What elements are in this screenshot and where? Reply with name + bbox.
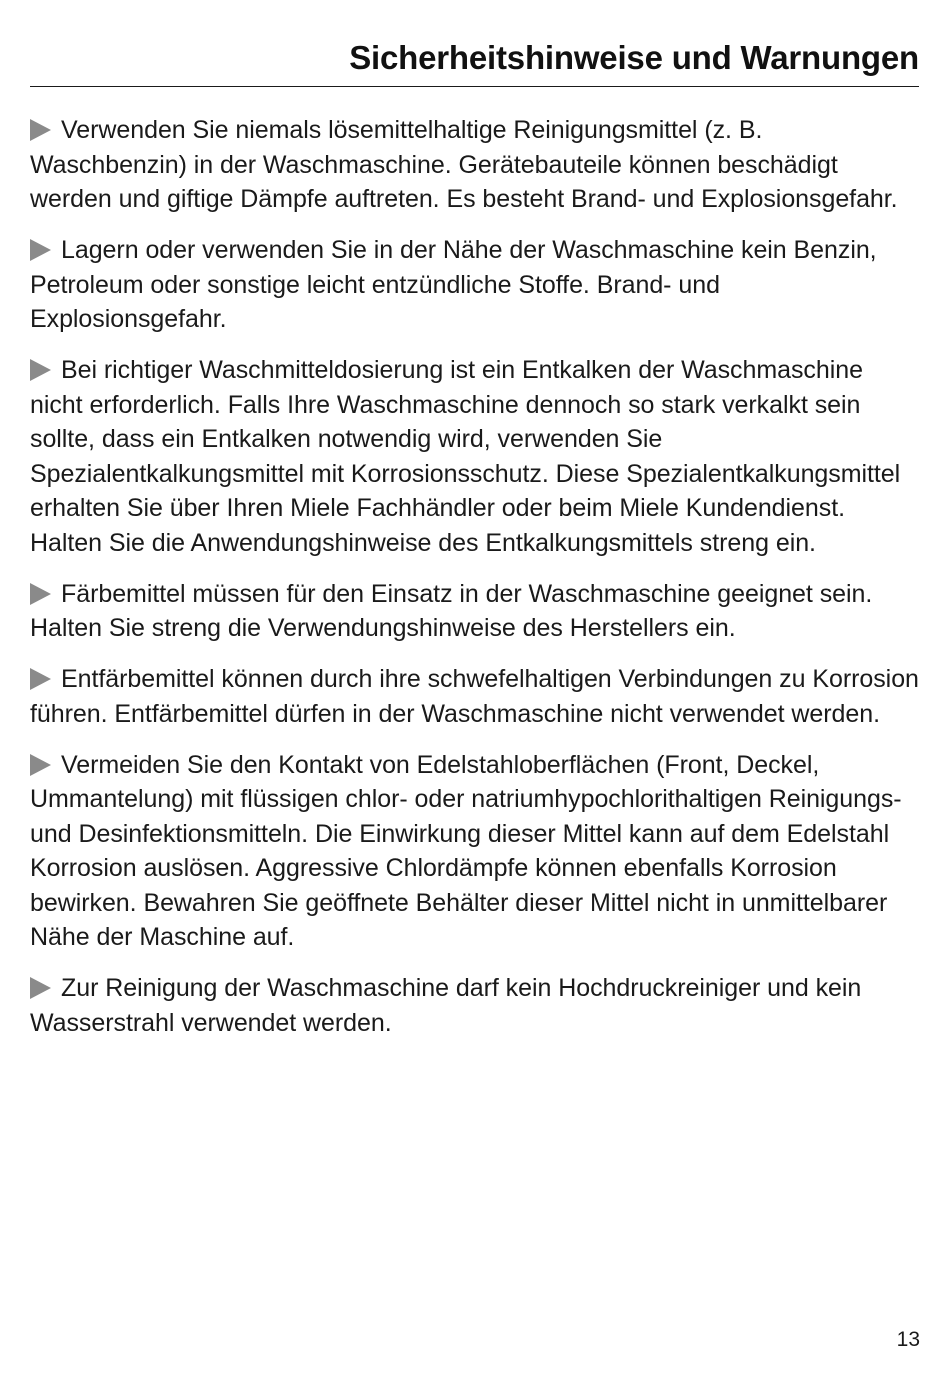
triangle-right-icon — [30, 119, 51, 141]
page-header — [30, 36, 919, 87]
list-item-text: Zur Reinigung der Waschmaschine darf kein Hochdruckreiniger und kein Wasserstrahl verwendet werden. — [30, 974, 862, 1037]
list-item-text: Lagern oder verwenden Sie in der Nähe der Waschmaschine kein Benzin, Petroleum oder sonstige leicht entzündliche Stoffe. Brand- und Explosionsgefahr. — [30, 236, 877, 333]
list-item — [30, 113, 920, 217]
triangle-right-icon — [30, 583, 51, 605]
list-item-text: Bei richtiger Waschmitteldosierung ist ein Entkalken der Waschmaschine nicht erforderlich. Falls Ihre Waschmaschine dennoch so stark verkalkt sein sollte, dass ein Entkalken notwendig wird, verwenden Sie Spezialentkalkungsmittel mit Korrosionsschutz. Diese Spezialentkalkungsmittel erhalten Sie über Ihren Miele Fachhändler oder beim Miele Kundendienst. Halten Sie die Anwendungshinweise des Entkalkungsmittels streng ein. — [30, 356, 901, 557]
list-item-text: Verwenden Sie niemals lösemittelhaltige Reinigungsmittel (z. B. Waschbenzin) in der Waschmaschine. Gerätebauteile können beschädigt werden und giftige Dämpfe auftreten. Es besteht Brand- und Explosionsgefahr. — [30, 116, 898, 213]
list-item-text: Färbemittel müssen für den Einsatz in der Waschmaschine geeignet sein. Halten Sie streng die Verwendungshinweise des Herstellers ein. — [30, 579, 873, 642]
triangle-right-icon — [30, 359, 51, 381]
list-item — [30, 353, 920, 560]
triangle-right-icon — [30, 977, 51, 999]
list-item — [30, 577, 920, 646]
page-title: Sicherheitshinweise und Warnungen — [349, 39, 919, 76]
list-item — [30, 233, 920, 337]
list-item — [30, 662, 920, 731]
list-item-text: Vermeiden Sie den Kontakt von Edelstahloberflächen (Front, Deckel, Ummantelung) mit flüssigen chlor- oder natriumhypochlorithaltigen Reinigungs- und Desinfektionsmitteln. Die Einwirkung dieser Mittel kann auf dem Edelstahl Korrosion auslösen. Aggressive Chlordämpfe können ebenfalls Korrosion bewirken. Bewahren Sie geöffnete Behälter dieser Mittel nicht in unmittelbarer Nähe der Maschine auf. — [30, 750, 902, 951]
list-item-text: Entfärbemittel können durch ihre schwefelhaltigen Verbindungen zu Korrosion führen. Entfärbemittel dürfen in der Waschmaschine nicht verwendet werden. — [30, 665, 919, 728]
warning-list — [30, 113, 920, 1057]
list-item — [30, 748, 920, 955]
page-number: 13 — [896, 1328, 920, 1351]
triangle-right-icon — [30, 668, 51, 690]
list-item — [30, 971, 920, 1040]
triangle-right-icon — [30, 239, 51, 261]
triangle-right-icon — [30, 754, 51, 776]
